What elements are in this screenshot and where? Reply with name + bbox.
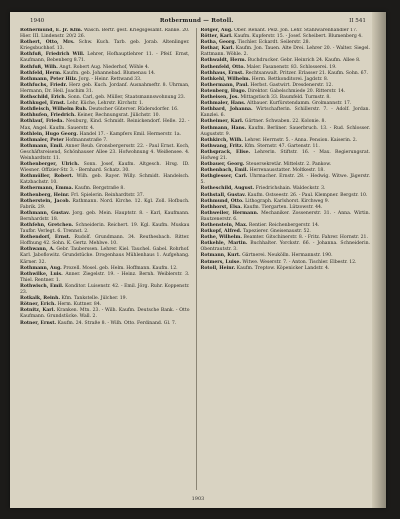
entry-name: Rothhorst, Elsa. [200,204,242,210]
entry-text: Herm. Rettkonditorei. Jagdstr. 8. [251,76,329,82]
entry-text: Altbauer. Kurfürstendamm. Grolmannstr. 17. [246,101,352,107]
entry-text: Frl. Spielerin. Reinhardtstr. 37. [71,192,145,198]
entry-name: Rothwang, Fritz. [200,143,244,149]
entry-text: Kaufm. Treptow. Köpenicker Landstr. 4. [236,265,330,271]
entry-text: Kaufm. Tiergarten. Lützowstr. 44. [243,204,323,210]
entry-name: Rothwilke, Luis. [20,271,63,277]
entry-text: Kaufm. Bergstraße 8. [74,186,125,192]
header-title: Rotbermund — Rotoll. [159,18,234,24]
entry-name: Rothhaus, Ernst. [200,70,244,76]
entry-text: Neuburg, Kind. Schmidt. Reinickendorf. Helle. 22. - Max, Angel. Kaufm. Sauerstr. 4. [20,119,190,131]
entry-name: Rothfleisch, Wilhelm Ruh. [20,107,88,113]
entry-text: Prozell. Mosel. geb. Helm. Hoffmann. Kaufm. 12. [63,265,178,271]
entry-text: Kaufm. Berliner. Sauerbruch. 13. - Rud. Schlosser. Auguststr. 9. [200,125,370,137]
entry-name: Rothmann, Hans. [200,125,247,131]
directory-entry [201,211,371,223]
entry-text: Kfm. Tankstelle. Jülcher. 19. [61,296,128,302]
entry-name: Rothweiler, Hermann. [200,210,259,216]
entry-name: Rothendorf, Ernst. [20,235,71,241]
directory-entry [20,308,190,320]
entry-name: Rothmüller, Robert. [20,174,74,180]
entry-text: Lehrer. Herrnstr. 5. - Anna. Pension. Kaiserin. 2. [244,137,358,143]
entry-name: Rotner, Ernst. [20,320,57,326]
entry-text: Lehrerin. Stiftstr. 16. - Max. Regierungsrat. Hofweg 21. [200,149,370,161]
entry-name: Rötger, Aug. [200,28,233,33]
entry-text: Kaufm. Jon. Tauen. Alte Drei. Lehrer 20. - Walter. Siegel. Rattmann. Wöhle. 2. [200,46,370,58]
page-edge-shadow [372,12,386,508]
entry-text: Kranken. Mtn. 23. - Wilh. Kaufm. Deutsche Bank. - Otto Kaufmann. Grundstücke. Wall. 2. [20,308,190,320]
entry-name: Rotmers, Luise. [200,259,241,265]
entry-text: Tapezierer. Gneisenaustr. 52. [242,229,311,235]
entry-name: Rothmann, Gustav. [20,210,70,216]
entry-text: Herz geb. Kuch. Jordanf. Ausnahmeftr. 8. Uhrman, Hermann, Dr. Heil. Joachim 31. [20,82,190,94]
directory-entry [20,247,190,265]
directory-entry [20,235,190,247]
entry-text: Herbst. Gastwirt. Dresdenerstr. 12. [250,82,333,88]
directory-columns [20,28,370,490]
entry-name: Rotnitz, Karl. [20,308,56,314]
entry-name: Rothar, Karl. [200,46,235,52]
entry-text: Mittagstisch 33. Baumfeld. Turmstr. 8. [240,95,331,101]
directory-entry [20,52,190,64]
directory-entry [201,46,371,58]
header-left: 1940 [30,18,45,24]
entry-text: Schw. Kuch. Tarb. geb. Jorab. Altenlinger. Kriegsbuchhof. 13. [20,40,190,52]
entry-name: Rothmaler, Hans. [200,101,246,107]
entry-text: Kaufm. 24. Straße 8. - Wilh. Otto. Ferdinand. Gl. 7. [57,320,177,326]
entry-name: Rotmann, Kurt. [200,253,241,259]
directory-entry [201,150,371,162]
entry-name: Rothmaler, Peter [20,137,64,143]
entry-name: Rothenberg, Heinr. [20,192,70,198]
entry-text: Wilh. geb. Rayer. Willy. Schmidt. Handelsch. Katzbachstr. 10. [20,174,190,186]
entry-text: Herrenausstatter. Moltkestr. 18. [249,168,325,174]
entry-name: Rothenstein, Max. [200,223,248,228]
entry-text: Gärtner. Schwaben. 22. Kolonie. 8. [244,119,326,125]
entry-name: Rothkehl, Wilhelm. [200,76,251,82]
directory-entry [201,266,371,272]
directory-entry [20,40,190,52]
header-page-ref: II 541 [349,18,366,24]
entry-name: Rothbard, Johanna. [200,107,253,113]
page-header [30,16,366,26]
entry-text: Kaufm. geb. Johannebad. Blumenau 14. [63,70,156,76]
entry-text: Lehr, Küche, Lehrstr. Kirchstr. 1. [66,101,144,107]
entry-text: Kaufm. Ostseestr. 26. - Paul. Klempner. Bergstr. 10. [247,192,368,198]
entry-text: Gebr. Tauberssen. Lehrer. Kiel. Tauchel. Gabel. Rohrhof. Karl. Jaboflowitz. Grundstücke. Drogenhaus Mühlenhaus 1. Aufgehang. Kärner. 32. [20,247,190,265]
entry-text: Rathmann. Nord. Kirche. 12. Kgl. Zoll. Hofbuch. Fabrik. 29. [20,198,190,210]
entry-name: Rothfuchs, Friedr. [20,82,68,88]
entry-name: Rothwisch, Emil. [20,283,64,289]
entry-text: Direktor. Gabelschmiede 20. Ritterstr. 14. [247,88,346,94]
directory-entry [20,174,190,186]
entry-name: Rothkugel, Ernst. [20,101,66,107]
entry-text: Ober. Renant. Pelz. Jon. Lehr. Stahlwarenhändler 17. [234,28,358,33]
entry-name: Rotbauer, Georg. [200,162,245,168]
entry-text: Handel 17. - Kampfers Emil. Hermerstr. 1a. [79,131,182,137]
entry-name: Rothgiesser, Carl. [200,174,248,180]
entry-text: Angt. Robert Aug. Niederhof, Wöhle 4. [59,64,150,70]
entry-name: Rothstall, Gustav. [200,192,246,198]
entry-name: Rothkirch, Wilh. [200,137,244,143]
entry-name: Rothmann, Aug. [20,265,62,271]
directory-entry [20,28,190,40]
directory-entry [20,119,190,131]
entry-name: Rotheschild, August. [200,186,255,192]
entry-name: Rotheisen, Jos. [200,95,239,101]
entry-text: Rudolf. Grundmann. 34. Reuthesbach. Ritter. Hoffnung 42. Sohn. K. Gertz. Mehlwe. 10. [20,235,190,247]
entry-name: Rothwaldt, Herm. [200,58,247,64]
entry-name: Rotherstein, Jacob. [20,198,71,204]
directory-entry [20,223,190,235]
entry-text: Herm. Kuttner. 84. [57,302,102,308]
directory-entry [20,199,190,211]
directory-page [10,12,386,508]
entry-text: Rentier. Reichenbergerstr. 14. [248,223,320,228]
entry-name: Rothmann, Peter Hilz. [20,76,78,82]
entry-name: Rothermann, Paul. [200,82,249,88]
entry-name: Rothschild, Erich. [20,95,67,101]
entry-name: Rothmann, Emil. [20,143,64,149]
entry-text: Beamter. Gitschinerstr. 8. - Fritz. Fahrer. Hornstr. 21. [243,235,368,241]
entry-name: Rothsprack, Elise. [200,149,251,155]
entry-text: Tischler. Eckardt. Seilerstr. 28. [237,40,311,46]
entry-text: Sonn. Josef, Kaufm. Altgesch. Hrsg. ID. Wiesner. Offizier-Str. 3. - Bernhard. Schatz. 30. [20,162,190,174]
entry-name: Rothfeld, Herm. [20,70,62,76]
entry-text: Lehrer, Hofhauptlehrer 11. - Pfeif. Ernst, Kaufmann, Bebenberg 8.71. [20,52,190,64]
entry-name: Rothermann, Emma. [20,186,74,192]
entry-text: Mechaniker. Zossenerstr. 31. - Anna. Wirtin. Bautzenerstr. 6. [200,210,370,222]
entry-text: Steuersekretär. Mittelstr. 2. Pankow. [245,162,332,168]
entry-name: Rothenfeld, Otto. [200,64,245,70]
entry-text: Wäsch. Bertr. gest. Kriegsgesamt. Ranke. 20. Hier. III. Lindenstr. 20/2 26. [20,28,190,40]
entry-name: Rothenberger, Ulrich. [20,162,80,168]
entry-text: Konditor. Luisenstr. 42. - Emil. Jörg. Ruhr. Koppenstr. 23. [20,283,190,296]
entry-name: Rothlauf, Frieda. [20,119,65,125]
directory-entry [20,321,190,327]
entry-name: Rotoll, Heinr. [200,265,236,271]
directory-entry [201,126,371,138]
entry-text: Hofmannstraße 7. [65,137,108,143]
entry-name: Rötner, Erich. [20,302,56,308]
entry-name: Rothfuß, Friedrich Will. [20,52,85,58]
entry-name: Rothfehn, Gretchen. [20,223,74,228]
entry-name: Rotenberg, Hugo. [200,88,247,94]
directory-entry [20,83,190,95]
entry-name: Rotkopf, Alfred. [200,229,242,235]
entry-text: Buchhalter. Yorckstr. 66. - Johanna. Schneiderin. Obentrautstr. 3. [200,241,370,253]
entry-text: Deutscher Güterver. Rüdersdorfer. 16. [88,107,179,113]
entry-name: Rötter, Karl. [200,34,233,40]
directory-entry [201,174,371,186]
directory-entry [201,241,371,253]
entry-name: Rothert, Otto, Mrs. [20,40,75,46]
directory-entry [20,144,190,162]
directory-entry [20,272,190,284]
page-number: 1903 [191,496,205,502]
entry-name: Rotkalk, Reinh. [20,296,61,302]
entry-text: Anner. Ziegelstr. 19. - Heinz. Bernh. Weiblerstr. 3. Thiel. Rentner. 1. [20,271,190,283]
entry-text: Keiner, Rechnungsrat. Jülichstr. 10. [77,113,161,119]
entry-text: Schneiderin. Reichert. 19. Kgl. Kaufm. Muskau Taufbr. Verlegt. 6. Trennst. 2. [20,223,190,235]
right-column [196,28,371,490]
entry-name: Rothenbach, Emil. [200,168,249,174]
directory-entry [20,162,190,174]
entry-text: Witwe. Weserstr. 7. - Anton. Tischler. Elbestr. 12. [242,259,357,265]
left-column [20,28,190,490]
entry-name: Rothwann, A. [20,247,55,253]
entry-name: Rothmund, Otto. [200,198,244,204]
entry-text: Kfm. Sternstr. 47. Gartenstr. 11. [244,143,320,149]
entry-text: Jorg. - Heinr. Rettwand 33. [78,76,142,82]
entry-name: Rothermund, E. Jr. Kfm. [20,28,83,33]
entry-name: Rotha, Georg. [200,40,237,46]
entry-text: Anner Reub. Gronsbergersstr. 22. - Paul Ernst. Koch, Geschäftsreisend, Schönhauser Allee 23. Hofwohnung 4. Weißensee. 4. Weinhardtstr. 11. [20,143,190,161]
entry-text: Rechtsanwalt. Pritzer. Erlasser 21. Kaufm. Sohn. 67. [245,70,368,76]
directory-entry [20,284,190,296]
entry-text: Uhrmacher. Ernstr. 28. - Hedwig. Witwe. Jägerstr. 5. [200,174,370,186]
entry-name: Rothlein, Hugo Georg. [20,131,78,137]
entry-text: Sonn. Carl, geb. Müller, Staatsmannswohnung 23. [67,95,186,101]
entry-text: Wirtschafterin. Schillerstr. 7. - Adolf. Jordan. Kanzlei. 6. [200,107,370,119]
entry-text: Kaufm. Kupferstr. 15. - Josef. Scheibert. Blumenberg 4. [234,34,363,40]
entry-name: Rotkehle, Martin. [200,241,248,247]
entry-text: Jorg. geb. Mein. Hauptstr. 8. - Karl, Kaufmann. Bernhardstr. 18. [20,210,190,222]
entry-text: Lithograph. Karlshorst. Kirchweg 9. [245,198,330,204]
entry-name: Rothhufen, Friedrich. [20,113,76,119]
entry-name: Rotheimer, Karl. [200,119,244,125]
directory-entry [201,107,371,119]
entry-text: Maler. Fasanenstr. 83. Schlosserei. 19. [246,64,337,70]
entry-name: Rothe, Wilhelm. [200,235,243,241]
entry-text: Buchdrucker. Gebr. Heinrich 24. Kaufm. Allee 8. [247,58,361,64]
page-footer [10,496,386,502]
entry-text: Gärtnerei. Neukölln. Hermannstr. 190. [242,253,333,259]
directory-entry [20,211,190,223]
entry-name: Rothfuß, Wilh. [20,64,58,70]
entry-text: Friedrichshain. Waldeckstr. 3. [255,186,326,192]
